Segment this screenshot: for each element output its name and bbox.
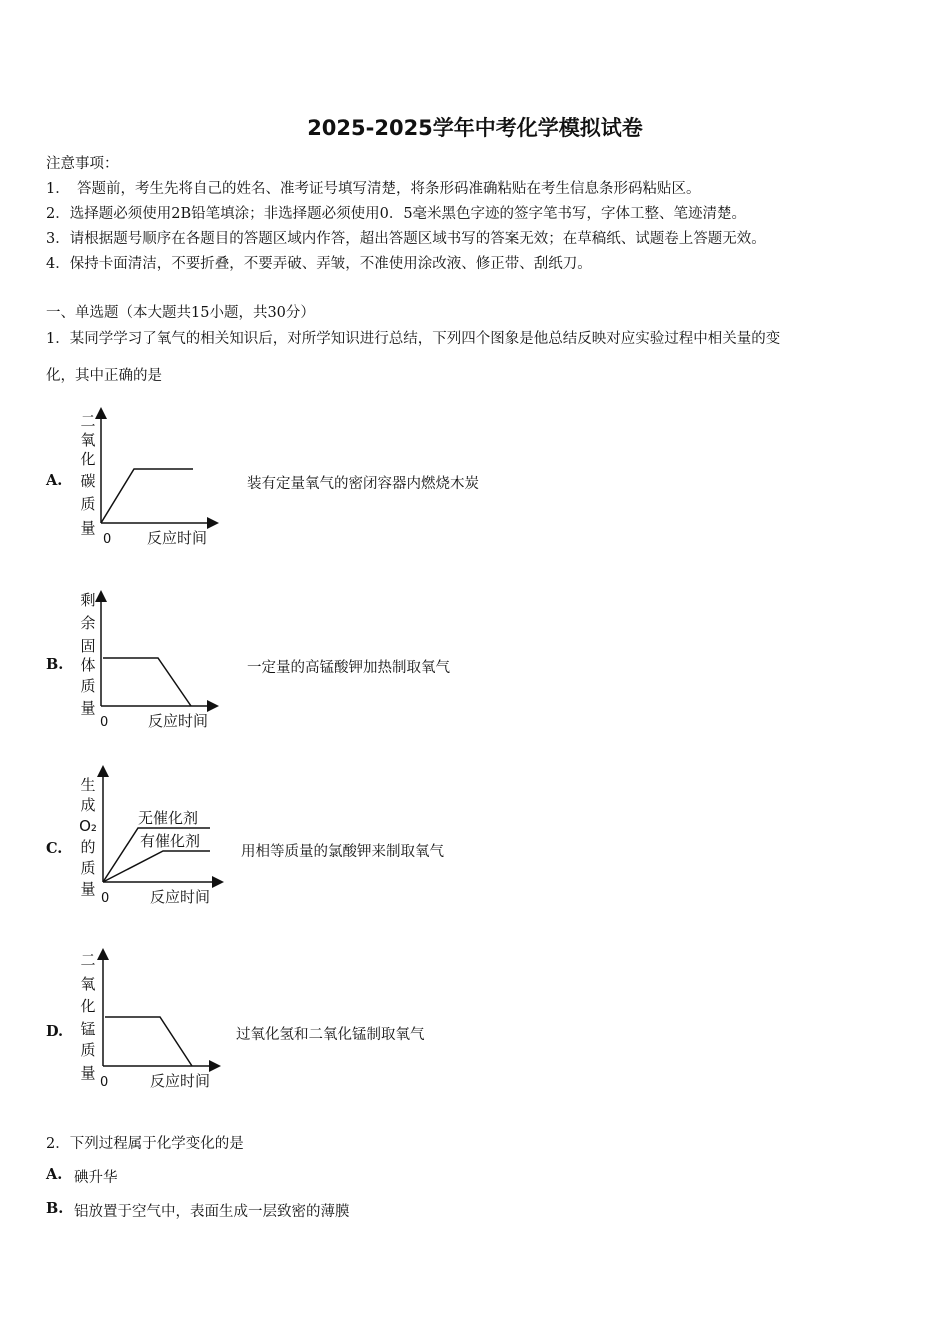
y-axis-label-char: 剩: [80, 591, 96, 609]
x-axis-label: 反应时间: [148, 712, 209, 730]
q2-option-a-text: 碘升华: [74, 1170, 118, 1186]
data-curve: [101, 469, 193, 523]
y-axis-label-char: 固: [80, 637, 96, 655]
option-b-text: 一定量的高锰酸钾加热制取氧气: [247, 660, 450, 676]
y-axis-label-char: 氧: [80, 975, 96, 993]
origin-label: 0: [103, 532, 112, 547]
question-1-stem: 1．某同学学习了氧气的相关知识后，对所学知识进行总结，下列四个图象是他总结反映对应实验过程中相关量的变: [46, 331, 781, 347]
option-c-text: 用相等质量的氯酸钾来制取氧气: [241, 844, 444, 860]
y-axis-label-char: 碳: [80, 472, 96, 490]
y-axis-label-char: 二: [80, 951, 96, 969]
curve-label-with-catalyst: 有催化剂: [140, 832, 201, 850]
option-b-graph: [70, 585, 230, 735]
option-a-text: 装有定量氧气的密闭容器内燃烧木炭: [247, 476, 479, 492]
option-c-letter: C.: [46, 840, 63, 857]
notice-item: 3．请根据题号顺序在各题目的答题区域内作答，超出答题区域书写的答案无效；在草稿纸、试题卷上答题无效。: [46, 231, 766, 247]
q2-option-b-text: 铝放置于空气中，表面生成一层致密的薄膜: [74, 1204, 350, 1220]
option-d-letter: D.: [46, 1023, 64, 1040]
y-axis-label-char: 的: [80, 838, 96, 856]
y-axis-label-char: 二: [80, 412, 96, 430]
y-axis-label-char: 氧: [80, 431, 96, 449]
data-curve: [105, 1017, 192, 1066]
q2-option-b-letter: B.: [46, 1200, 64, 1217]
y-axis-label-char: 量: [80, 519, 96, 537]
question-1-stem-cont: 化，其中正确的是: [46, 368, 162, 384]
option-b-letter: B.: [46, 656, 64, 673]
notice-heading: 注意事项：: [46, 156, 119, 172]
question-2-stem: 2．下列过程属于化学变化的是: [46, 1136, 244, 1152]
y-axis-label-char: 量: [80, 1064, 96, 1082]
data-curve: [103, 658, 191, 706]
option-c-graph: [70, 762, 235, 912]
section-heading: 一、单选题（本大题共15小题，共30分）: [46, 305, 315, 321]
x-axis-label: 反应时间: [150, 1072, 211, 1090]
page-title: 2025-2025学年中考化学模拟试卷: [307, 116, 643, 140]
y-axis-label-char: 生: [80, 776, 96, 794]
y-axis-label-char: 锰: [80, 1020, 96, 1038]
x-axis-label: 反应时间: [147, 529, 208, 547]
curve-label-no-catalyst: 无催化剂: [138, 809, 199, 827]
notice-item: 4．保持卡面清洁，不要折叠，不要弄破、弄皱，不准使用涂改液、修正带、刮纸刀。: [46, 256, 592, 272]
y-axis-label-char: 量: [80, 880, 96, 898]
q2-option-a-letter: A.: [46, 1166, 63, 1183]
origin-label: 0: [101, 891, 110, 906]
y-axis-label-char: 成: [80, 796, 96, 814]
y-axis-label-char: 化: [80, 997, 96, 1015]
y-axis-label-char: 质: [80, 495, 96, 513]
y-axis-label-char: 化: [80, 450, 96, 468]
y-axis-label-char: 量: [80, 699, 96, 717]
y-axis-label-char: 体: [80, 656, 96, 674]
y-axis-label-char: 质: [80, 677, 96, 695]
y-axis-label-char: 质: [80, 859, 96, 877]
notice-item: 2．选择题必须使用2B铅笔填涂；非选择题必须使用0．5毫米黑色字迹的签字笔书写，字体工整、笔迹清楚。: [46, 206, 747, 222]
option-d-graph: [70, 945, 230, 1095]
origin-label: 0: [100, 715, 109, 730]
curve-with-catalyst: [103, 851, 210, 882]
notice-item: 1． 答题前，考生先将自己的姓名、准考证号填写清楚，将条形码准确粘贴在考生信息条形码粘贴区。: [46, 181, 701, 197]
option-d-text: 过氧化氢和二氧化锰制取氧气: [236, 1027, 425, 1043]
y-axis-label-char: 余: [80, 614, 96, 632]
y-axis-label-char: O₂: [79, 817, 97, 835]
y-axis-label-char: 质: [80, 1041, 96, 1059]
x-axis-label: 反应时间: [150, 888, 211, 906]
option-a-graph: [70, 400, 230, 550]
option-a-letter: A.: [46, 472, 63, 489]
origin-label: 0: [100, 1075, 109, 1090]
